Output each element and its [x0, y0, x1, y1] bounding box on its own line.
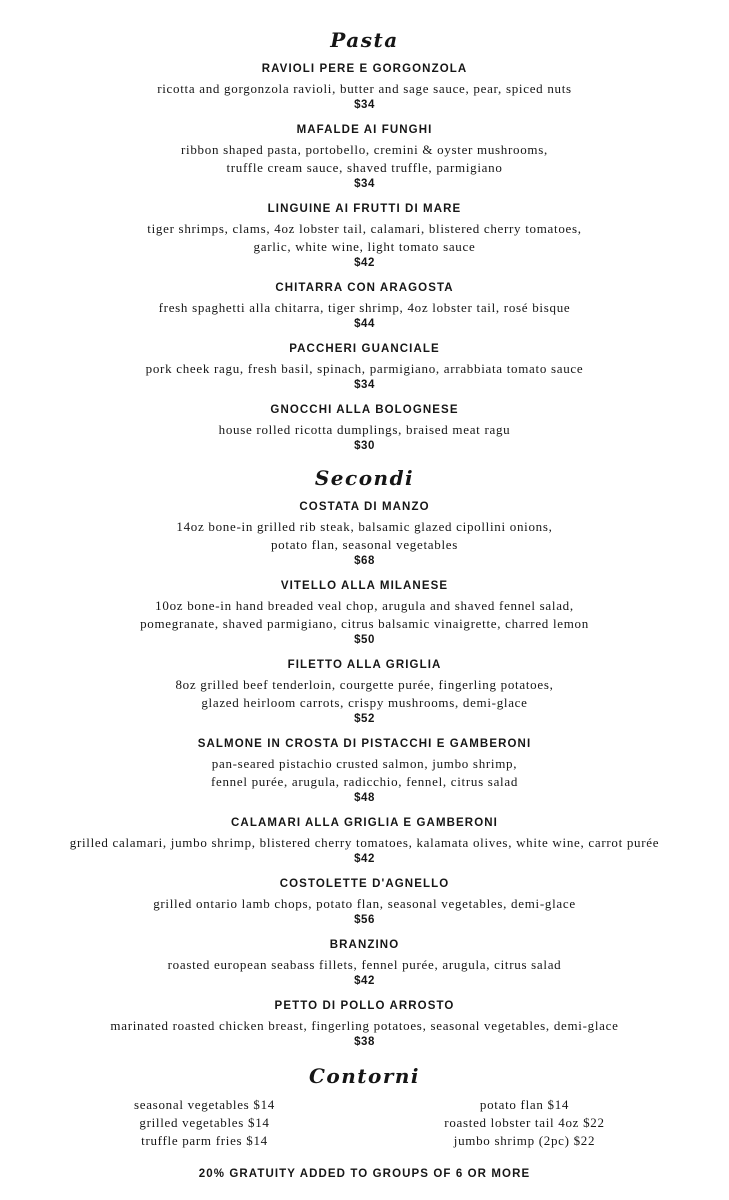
menu-item	[0, 816, 729, 867]
item-name: GNOCCHI ALLA BOLOGNESE	[270, 404, 459, 416]
item-name: BRANZINO	[329, 939, 400, 951]
item-price: $34	[354, 379, 375, 391]
section-title: Secondi	[314, 466, 415, 490]
menu-item	[0, 999, 729, 1050]
section-title: Pasta	[330, 28, 399, 52]
item-description: tiger shrimps, clams, 4oz lobster tail, calamari, blistered cherry tomatoes,	[147, 221, 582, 236]
item-description: garlic, white wine, light tomato sauce	[253, 239, 476, 254]
item-description: 10oz bone-in hand breaded veal chop, arugula and shaved fennel salad,	[155, 598, 574, 613]
side-item: potato flan $14	[479, 1097, 570, 1112]
item-name: COSTATA DI MANZO	[299, 501, 430, 513]
menu-item	[0, 123, 729, 192]
item-description: marinated roasted chicken breast, fingerling potatoes, seasonal vegetables, demi-glace	[110, 1018, 619, 1033]
item-description: ribbon shaped pasta, portobello, cremini & oyster mushrooms,	[181, 142, 548, 157]
item-description: pork cheek ragu, fresh basil, spinach, parmigiano, arrabbiata tomato sauce	[145, 361, 584, 376]
item-price: $42	[354, 853, 375, 865]
item-price: $34	[354, 178, 375, 190]
side-item: jumbo shrimp (2pc) $22	[453, 1133, 596, 1148]
side-item: roasted lobster tail 4oz $22	[444, 1115, 605, 1130]
item-price: $50	[354, 634, 375, 646]
item-price: $44	[354, 318, 375, 330]
menu-item	[0, 202, 729, 271]
item-name: LINGUINE AI FRUTTI DI MARE	[267, 203, 462, 215]
item-name: MAFALDE AI FUNGHI	[296, 124, 433, 136]
menu-item	[0, 658, 729, 727]
item-description: pomegranate, shaved parmigiano, citrus balsamic vinaigrette, charred lemon	[140, 616, 589, 631]
item-price: $30	[354, 440, 375, 452]
item-price: $34	[354, 99, 375, 111]
item-name: RAVIOLI PERE E GORGONZOLA	[261, 63, 468, 75]
item-name: CALAMARI ALLA GRIGLIA E GAMBERONI	[231, 817, 498, 829]
item-price: $48	[354, 792, 375, 804]
item-description: roasted european seabass fillets, fennel purée, arugula, citrus salad	[167, 957, 562, 972]
item-price: $52	[354, 713, 375, 725]
item-name: CHITARRA CON ARAGOSTA	[275, 282, 454, 294]
item-description: fennel purée, arugula, radicchio, fennel, citrus salad	[210, 774, 519, 789]
item-description: grilled ontario lamb chops, potato flan, seasonal vegetables, demi-glace	[153, 896, 576, 911]
item-name: FILETTO ALLA GRIGLIA	[287, 659, 442, 671]
item-name: PETTO DI POLLO ARROSTO	[274, 1000, 455, 1012]
section-contorni	[0, 1050, 729, 1150]
menu-item	[0, 342, 729, 393]
side-item: seasonal vegetables $14	[133, 1097, 275, 1112]
item-price: $68	[354, 555, 375, 567]
item-description: 14oz bone-in grilled rib steak, balsamic glazed cipollini onions,	[176, 519, 553, 534]
item-description: pan-seared pistachio crusted salmon, jumbo shrimp,	[211, 756, 518, 771]
item-description: truffle cream sauce, shaved truffle, parmigiano	[226, 160, 503, 175]
section-title: Contorni	[308, 1064, 421, 1088]
menu-item	[0, 877, 729, 928]
side-item: truffle parm fries $14	[141, 1133, 268, 1148]
item-description: fresh spaghetti alla chitarra, tiger shrimp, 4oz lobster tail, rosé bisque	[158, 300, 571, 315]
sides-list	[0, 1096, 729, 1150]
item-price: $38	[354, 1036, 375, 1048]
item-description: house rolled ricotta dumplings, braised meat ragu	[218, 422, 511, 437]
menu-item	[0, 737, 729, 806]
item-description: grilled calamari, jumbo shrimp, blistered cherry tomatoes, kalamata olives, white wine, carrot purée	[69, 835, 660, 850]
menu-item	[0, 500, 729, 569]
item-name: COSTOLETTE D'AGNELLO	[279, 878, 450, 890]
item-name: SALMONE IN CROSTA DI PISTACCHI E GAMBERONI	[197, 738, 532, 750]
sides-column-right	[365, 1096, 685, 1150]
sides-column-left	[45, 1096, 365, 1150]
menu-item	[0, 403, 729, 454]
item-price: $42	[354, 975, 375, 987]
section-pasta	[0, 0, 729, 454]
side-item: grilled vegetables $14	[139, 1115, 270, 1130]
section-secondi	[0, 454, 729, 1050]
menu-item	[0, 938, 729, 989]
item-description: potato flan, seasonal vegetables	[270, 537, 458, 552]
item-price: $56	[354, 914, 375, 926]
item-description: glazed heirloom carrots, crispy mushrooms, demi-glace	[201, 695, 528, 710]
menu-item	[0, 281, 729, 332]
gratuity-note: 20% GRATUITY ADDED TO GROUPS OF 6 OR MORE	[198, 1168, 531, 1180]
menu-item	[0, 62, 729, 113]
menu-item	[0, 579, 729, 648]
item-name: PACCHERI GUANCIALE	[289, 343, 440, 355]
item-price: $42	[354, 257, 375, 269]
item-name: VITELLO ALLA MILANESE	[280, 580, 449, 592]
item-description: ricotta and gorgonzola ravioli, butter and sage sauce, pear, spiced nuts	[157, 81, 572, 96]
item-description: 8oz grilled beef tenderloin, courgette purée, fingerling potatoes,	[175, 677, 554, 692]
